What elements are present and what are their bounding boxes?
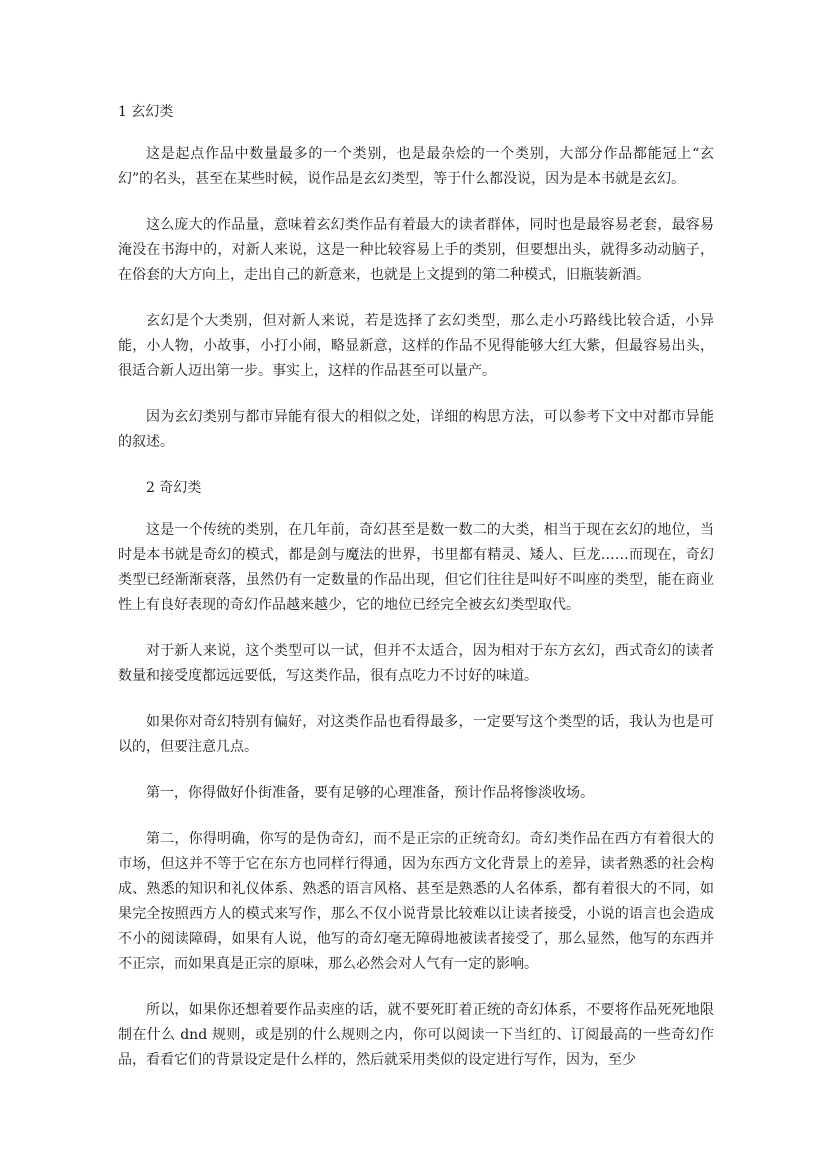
paragraph: 如果你对奇幻特别有偏好，对这类作品也看得最多，一定要写这个类型的话，我认为也是可以的，但要注意几点。: [118, 714, 714, 755]
paragraph: 这是起点作品中数量最多的一个类别，也是最杂烩的一个类别，大部分作品都能冠上“玄幻”的名头，甚至在某些时候，说作品是玄幻类型，等于什么都没说，因为是本书就是玄幻。: [118, 146, 714, 187]
paragraph: 所以，如果你还想着要作品卖座的话，就不要死盯着正统的奇幻体系，不要将作品死死地限制在什么 dnd 规则，或是别的什么规则之内，你可以阅读一下当红的、订阅最高的一些奇幻作品，看看它们的背景设定是什么样的，然后就采用类似的设定进行写作，因为，至少: [118, 1002, 714, 1068]
paragraph: 玄幻是个大类别，但对新人来说，若是选择了玄幻类型，那么走小巧路线比较合适，小异能，小人物，小故事，小打小闹，略显新意，这样的作品不见得能够大红大紫，但最容易出头，很适合新人迈出第一步。事实上，这样的作品甚至可以量产。: [118, 313, 714, 379]
section-heading-qihuan: 2 奇幻类: [146, 480, 202, 496]
section-heading-xuanhuan: 1 玄幻类: [118, 104, 174, 120]
paragraph: 第一，你得做好仆街准备，要有足够的心理准备，预计作品将惨淡收场。: [146, 785, 594, 801]
document-page: [118, 100, 714, 1073]
paragraph: 因为玄幻类别与都市异能有很大的相似之处，详细的构思方法，可以参考下文中对都市异能的叙述。: [118, 409, 714, 450]
paragraph: 第二，你得明确，你写的是伪奇幻，而不是正宗的正统奇幻。奇幻类作品在西方有着很大的市场，但这并不等于它在东方也同样行得通，因为东西方文化背景上的差异，读者熟悉的社会构成、熟悉的知识和礼仪体系、熟悉的语言风格、甚至是熟悉的人名体系，都有着很大的不同，如果完全按照西方人的模式来写作，那么不仅小说背景比较难以让读者接受，小说的语言也会造成不小的阅读障碍，如果有人说，他写的奇幻毫无障碍地被读者接受了，那么显然，他写的东西并不正宗，而如果真是正宗的原味，那么必然会对人气有一定的影响。: [118, 831, 714, 972]
paragraph: 这是一个传统的类别，在几年前，奇幻甚至是数一数二的大类，相当于现在玄幻的地位，当时是本书就是奇幻的模式，都是剑与魔法的世界，书里都有精灵、矮人、巨龙……而现在，奇幻类型已经渐渐衰落，虽然仍有一定数量的作品出现，但它们往往是叫好不叫座的类型，能在商业性上有良好表现的奇幻作品越来越少，它的地位已经完全被玄幻类型取代。: [118, 522, 714, 613]
paragraph: 这么庞大的作品量，意味着玄幻类作品有着最大的读者群体，同时也是最容易老套，最容易淹没在书海中的，对新人来说，这是一种比较容易上手的类别，但要想出头，就得多动动脑子，在俗套的大方向上，走出自己的新意来，也就是上文提到的第二种模式，旧瓶装新酒。: [118, 217, 714, 283]
paragraph: 对于新人来说，这个类型可以一试，但并不太适合，因为相对于东方玄幻，西式奇幻的读者数量和接受度都远远要低，写这类作品，很有点吃力不讨好的味道。: [118, 643, 714, 684]
